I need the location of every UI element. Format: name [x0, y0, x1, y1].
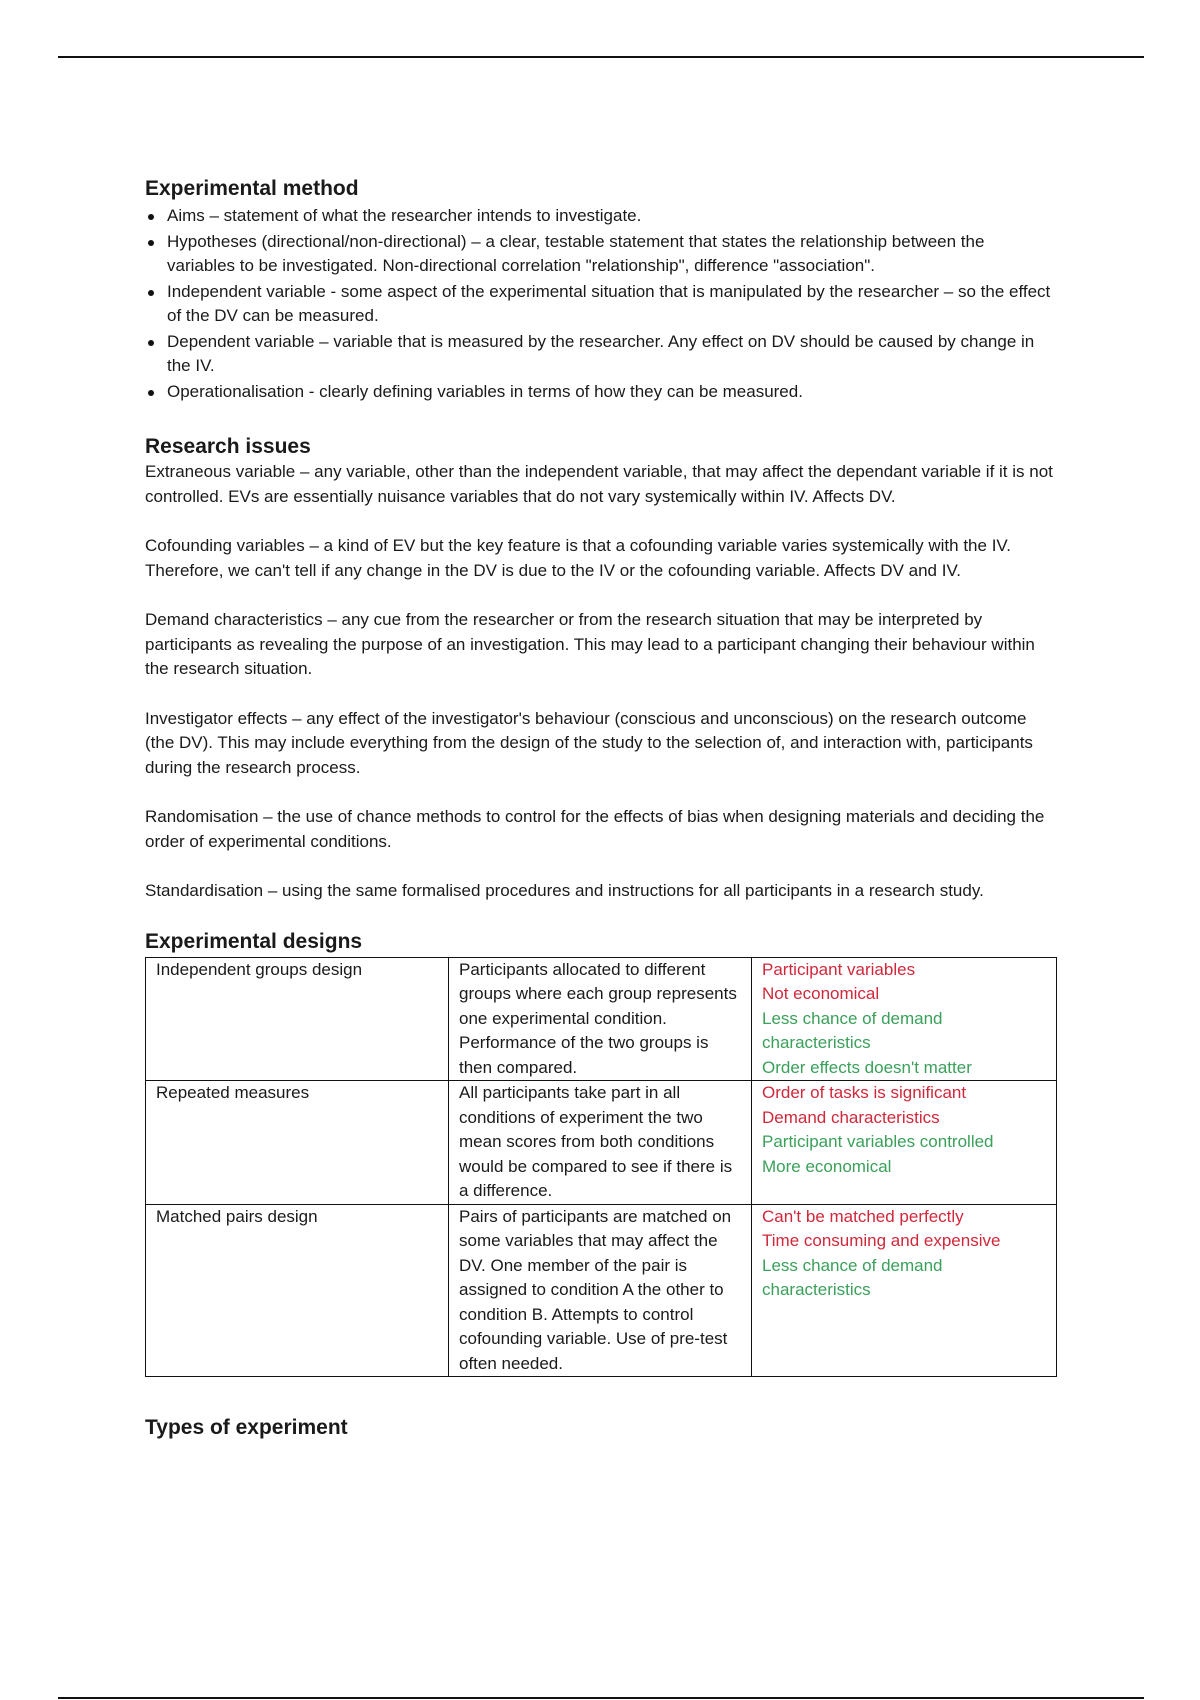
paragraph-investigator-effects: Investigator effects – any effect of the investigator's behaviour (conscious and unconscious) on the research outcome (the DV). This may include everything from the design of the study to the selection of, and interaction with, participants during the research process.: [145, 708, 1033, 777]
bullet-text: Hypotheses (directional/non-directional) – a clear, testable statement that states the relationship between the variables to be investigated. Non-directional correlation "relationship", difference "association".: [167, 231, 985, 275]
section-experimental-method: [145, 176, 1055, 404]
footer-rule: [58, 1697, 1144, 1699]
bullet-item: [145, 230, 1055, 279]
section-types-of-experiment: [145, 1415, 1055, 1441]
evaluation-negative: Demand characteristics: [762, 1107, 940, 1127]
design-evaluation-cell: [752, 957, 1057, 1081]
evaluation-positive: Less chance of demand characteristics: [762, 1008, 943, 1052]
paragraph-demand-characteristics: Demand characteristics – any cue from the researcher or from the research situation that may be interpreted by participants as revealing the purpose of an investigation. This may lead to a participant changing their behaviour within the research situation.: [145, 610, 1035, 678]
designs-table: [145, 957, 1057, 1378]
evaluation-negative: Order of tasks is significant: [762, 1083, 967, 1102]
bullet-icon: [148, 340, 154, 346]
bullet-list: [145, 204, 1055, 404]
paragraph-standardisation: Standardisation – using the same formalised procedures and instructions for all participants in a research study.: [145, 881, 984, 900]
paragraph-extraneous-variable: Extraneous variable – any variable, other than the independent variable, that may affect the dependant variable if it is not controlled. EVs are essentially nuisance variables that do not vary systemically within IV. Affects DV.: [145, 462, 1053, 506]
design-evaluation-cell: [752, 1204, 1057, 1377]
table-row: [146, 1204, 1057, 1377]
section-experimental-designs: [145, 929, 1055, 1378]
document-body: [145, 176, 1055, 1441]
bullet-item: [145, 280, 1055, 329]
design-name-cell: Repeated measures: [146, 1081, 449, 1205]
evaluation-positive: Order effects doesn't matter: [762, 1057, 972, 1077]
section-heading: Experimental method: [145, 177, 359, 200]
bullet-item: [145, 204, 1055, 229]
bullet-icon: [148, 390, 154, 396]
bullet-text: Dependent variable – variable that is measured by the researcher. Any effect on DV should be caused by change in the IV.: [167, 331, 1035, 375]
evaluation-negative: Time consuming and expensive: [762, 1231, 1001, 1250]
section-research-issues: [145, 434, 1055, 904]
bullet-text: Independent variable - some aspect of the experimental situation that is manipulated by the researcher – so the effect of the DV can be measured.: [167, 281, 1051, 325]
evaluation-positive: More economical: [762, 1156, 892, 1176]
design-name-cell: Independent groups design: [146, 957, 449, 1081]
evaluation-negative: Not economical: [762, 984, 880, 1003]
design-name-cell: Matched pairs design: [146, 1204, 449, 1377]
paragraph-randomisation: Randomisation – the use of chance methods to control for the effects of bias when designing materials and deciding the order of experimental conditions.: [145, 807, 1045, 851]
section-heading: Research issues: [145, 435, 311, 458]
header-rule: [58, 56, 1144, 58]
paragraph-cofounding-variables: Cofounding variables – a kind of EV but the key feature is that a cofounding variable varies systemically with the IV. Therefore, we can't tell if any change in the DV is due to the IV or the cofounding variable. Affects DV and IV.: [145, 536, 1011, 580]
bullet-icon: [148, 240, 154, 246]
evaluation-positive: Less chance of demand characteristics: [762, 1255, 943, 1299]
bullet-icon: [148, 290, 154, 296]
design-description-cell: All participants take part in all conditions of experiment the two mean scores from both conditions would be compared to see if there is a difference.: [449, 1081, 752, 1205]
evaluation-negative: Can't be matched perfectly: [762, 1206, 964, 1226]
design-evaluation-cell: [752, 1081, 1057, 1205]
bullet-icon: [148, 214, 154, 220]
bullet-text: Aims – statement of what the researcher intends to investigate.: [167, 206, 642, 225]
evaluation-negative: Participant variables: [762, 959, 916, 979]
bullet-item: [145, 380, 1055, 405]
table-row: [146, 957, 1057, 1081]
bullet-text: Operationalisation - clearly defining variables in terms of how they can be measured.: [167, 381, 803, 401]
section-heading: Types of experiment: [145, 1416, 348, 1439]
design-description-cell: Pairs of participants are matched on some variables that may affect the DV. One member of the pair is assigned to condition A the other to condition B. Attempts to control cofounding variable. Use of pre-test often needed.: [449, 1204, 752, 1377]
design-description-cell: Participants allocated to different groups where each group represents one experimental condition. Performance of the two groups is then compared.: [449, 957, 752, 1081]
evaluation-positive: Participant variables controlled: [762, 1132, 994, 1151]
table-row: [146, 1081, 1057, 1205]
section-heading: Experimental designs: [145, 929, 363, 953]
bullet-item: [145, 330, 1055, 379]
